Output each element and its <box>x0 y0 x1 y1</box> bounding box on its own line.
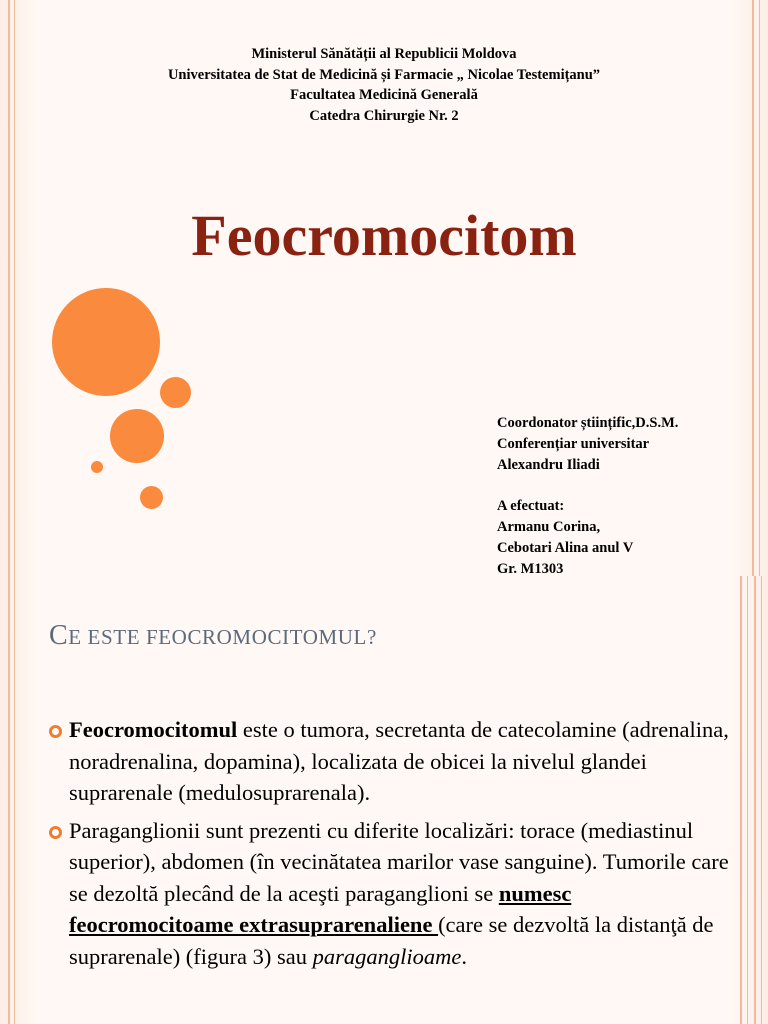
bullet-text: Paraganglionii sunt prezenti cu diferite localizări: torace (mediastinul superior), abdomen (în vecinătatea marilor vase sanguine). Tumorile care se dezoltă plecând de la aceşti paraganglioni se <box>69 817 729 906</box>
content-slide <box>0 576 768 1024</box>
bullet-list <box>49 714 739 978</box>
credits-block <box>497 413 678 576</box>
author-line: A efectuat: <box>497 498 565 515</box>
decor-line <box>14 576 15 1024</box>
bullet-circle-icon <box>49 725 62 738</box>
header-line: Ministerul Sănătății al Republicii Moldova <box>251 46 517 62</box>
decor-line <box>747 576 748 1024</box>
coordinator-line: Coordonator științific,D.S.M. <box>497 415 679 431</box>
decor-line <box>754 576 756 1024</box>
decor-circle <box>110 409 164 463</box>
decor-circle-large <box>52 288 160 396</box>
slide2-title <box>49 616 377 657</box>
title-rest: E ESTE FEOCROMOCITOMUL? <box>68 625 377 649</box>
author-line: Armanu Corina, <box>497 518 601 535</box>
institution-header <box>0 44 768 126</box>
bullet-item <box>49 815 739 973</box>
coordinator-line: Alexandru Iliadi <box>497 456 600 473</box>
bullet-text: . <box>461 943 468 969</box>
bold-underline-term: numesc feocromocitoame extrasuprarenaliene <box>69 880 572 937</box>
bullet-text: (care se dezvoltă la distanţă de suprarenale) (figura 3) sau <box>69 912 714 969</box>
coordinator-line: Conferențiar universitar <box>497 435 650 452</box>
bullet-item <box>49 714 739 809</box>
spacer <box>497 475 678 496</box>
bold-term: Feocromocitomul <box>69 717 238 742</box>
italic-term: paraganglioame <box>312 943 462 969</box>
decor-line <box>740 576 742 1024</box>
decor-circle <box>91 461 103 473</box>
bullet-circle-icon <box>49 826 62 839</box>
decor-line <box>8 576 10 1024</box>
decor-circle <box>140 486 163 509</box>
title-initial: C <box>49 620 69 651</box>
header-line: Facultatea Medicină Generală <box>290 87 478 103</box>
header-line: Catedra Chirurgie Nr. 2 <box>309 107 459 124</box>
header-line: Universitatea de Stat de Medicină și Farmacie „ Nicolae Testemițanu” <box>167 66 601 83</box>
decor-line <box>761 576 762 1024</box>
author-line: Cebotari Alina anul V <box>497 539 634 556</box>
slide-title: Feocromocitom <box>191 203 577 268</box>
decor-circle <box>160 377 191 408</box>
bullet-text: este o tumora, secretanta de catecolamine (adrenalina, noradrenalina, dopamina), localizata de obicei la nivelul glandei suprarenale (medulosuprarenala). <box>69 717 729 805</box>
author-line: Gr. M1303 <box>497 560 564 576</box>
